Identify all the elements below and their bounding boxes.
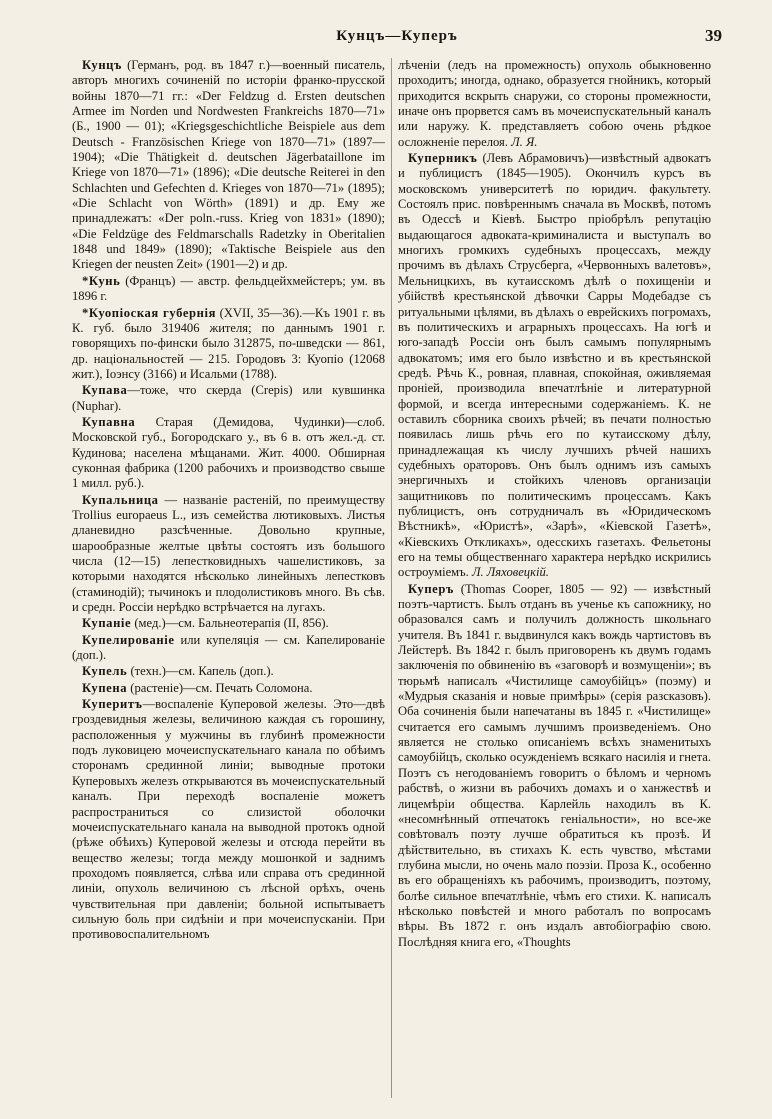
headword: *Куопіоская губернія [82,305,216,320]
left-column [72,58,385,1098]
entry-kupalnitsa [72,493,385,616]
entry-text: —тоже, что скерда (Crepis) или кувшинка (Nuphar). [72,383,385,413]
entry-text: —воспаленіе Куперовой железы. Это—двѣ гроздевидныя железы, величиною каждая съ горошину, расположенныя у мужчины въ глубинѣ промежности подъ луковицею мочеиспускательнаго канала по обѣимъ сторонамъ срединной линіи; выводные протоки Куперовыхъ железъ открываются въ мочеиспускательный каналъ. При переходѣ воспаленіе можетъ распространиться со слизистой оболочки мочеиспускательнаго канала на выводной протокъ одной (рѣже обѣихъ) Куперовой железы и отсюда перейти въ вещество железы; тогда между мошонкой и заднимъ проходомъ появляется, слѣва или справа отъ срединной линіи, опухоль величиною съ лѣсной орѣхъ, очень чувствительная при давленіи; больной испытываетъ сильную боль при сидѣніи и при мочеиспусканіи. При противовоспалительномъ [72,697,385,942]
entry-kupena [72,681,385,696]
entry-kuperit-continued [398,58,711,150]
headword: Куперъ [408,581,454,596]
headword: Купель [82,664,128,679]
column-divider [391,58,392,1098]
headword: Купелированіе [82,632,175,647]
entry-kupel [72,664,385,679]
headword: Купава [82,383,128,398]
entry-kuperit [72,697,385,943]
entry-text: (Германъ, род. въ 1847 г.)—военный писатель, авторъ многихъ сочиненій по исторіи франко-прусской войны 1870—71 гг.: «Der Feldzug d. Ersten deutschen Armee im Norden und Nordwesten Frankreichs 1870—71» (Б., 1900 — 01); «Kriegsgeschichtliche Beispiele aus dem Deutsch - Französischen Kriege von 1870—71» (1897—1904); «Die Thätigkeit d. deutschen Jägerbataillone im Kriege von 1870—71» (1896); «Die deutsche Reiterei in den Schlachten und Gefechten d. Krieges von 1870—71» (1895); «Die Schlacht von Wörth» (1891) и др. Ему же принадлежатъ: «Der poln.-russ. Krieg von 1831» (1890); «Die Feldzüge des Feldmarschalls Radetzky in Oberitalien 1848 und 1849» (1890); «Taktische Beispiele aus den Kriegen der neusten Zeit» (1901—2) и др. [72,58,385,272]
page-number: 39 [705,26,722,45]
entry-text: (XVII, 35—36).—Къ 1901 г. въ К. губ. было 319406 жителя; по даннымъ 1901 г. говорящихъ по-фински было 312875, по-шведски — 861, др. національностей — 215. Городовъ 3: Куопіо (12068 жит.), Іоэнсу (3166) и Исальми (1788). [72,305,385,381]
entry-text: Старая (Демидова, Чудинки)—слоб. Московской губ., Богородскаго у., въ 6 в. отъ жел.-д. ст. Кудинова; населена мѣщанами. Жит. 4000. Обширная суконная фабрика (1200 рабочихъ и производство свыше 1 милл. руб.). [72,414,385,491]
entry-kuopio-province [72,306,385,383]
entry-text: (Францъ) — австр. фельдцейхмейстеръ; ум. въ 1896 г. [72,273,385,304]
entry-kunts [72,58,385,273]
entry-kun [72,274,385,305]
entry-text: (Thomas Cooper, 1805 — 92) — извѣстный поэтъ-чартистъ. Былъ отданъ въ ученье къ сапожнику, но образовался самъ и получилъ должность школьнаго учителя. Въ 1841 г. выдвинулся какъ вождь чартистовъ въ Лейстерѣ. Въ 1842 г. былъ приговоренъ къ двумъ годамъ заключенія по обвиненію въ «заговорѣ и возмущеніи»; въ тюрьмѣ написалъ «Чистилище самоубійцъ» (поэму) и «Мудрыя сказанія и новые примѣры» (серія разсказовъ). Оба сочиненія были напечатаны въ 1845 г. «Чистилище» считается его самымъ лучшимъ произведеніемъ. Оно является не столько описаніемъ всѣхъ знаменитыхъ самоубійцъ, сколько осужденіемъ всякаго насилія и гнета. Поэтъ съ негодованіемъ говоритъ о бѣломъ и черномъ рабствѣ, о жизни въ рабочихъ домахъ и о ханжествѣ и лицемѣріи общества. Карлейль находилъ въ К. «несомнѣнный отпечатокъ геніальности», но все-же совѣтовалъ поэту лучше обратиться къ прозѣ. И дѣйствительно, въ стихахъ К. есть чувство, мѣстами глубина мысли, но очень мало поэзіи. Проза К., особенно въ его обращеніяхъ къ рабочимъ, производитъ, поэтому, болѣе сильное впечатлѣніе, чѣмъ его стихи. К. написалъ нѣсколько повѣстей и много работалъ по вопросамъ вѣры. Въ 1872 г. онъ издалъ автобіографію свою. Послѣдняя книга его, «Thoughts [398,581,711,949]
headword: Купальница [82,492,159,507]
entry-text: (мед.)—см. Бальнеотерапія (II, 856). [131,616,329,631]
headword: Куперникъ [408,151,478,166]
headword: Кунцъ [82,58,122,72]
page-header [72,24,722,54]
entry-text: или купеляція — см. Капелированіе (доп.). [72,632,385,663]
entry-kuper [398,582,711,950]
entry-text: (Левъ Абрамовичъ)—извѣстный адвокатъ и публицистъ (1845—1905). Окончилъ курсъ въ московскомъ университетѣ по юридич. факультету. Состоялъ прис. повѣреннымъ сначала въ Москвѣ, потомъ въ Одессѣ и Кіевѣ. Быстро пріобрѣлъ репутацію выдающагося адвоката-криминалиста и выступалъ во многихъ громкихъ судебныхъ процессахъ, между прочимъ въ дѣлахъ Струсберга, «Червонныхъ валетовъ», Мельницкихъ, въ кутаисскомъ дѣлѣ о похищеніи и убійствѣ крестьянской дѣвочки Сарры Модебадзе съ ритуальными цѣлями, въ дѣлахъ о еврейскихъ погромахъ, въ политическихъ и аграрныхъ процессахъ. На югѣ и юго-западѣ Россіи онъ былъ самымъ популярнымъ адвокатомъ; имя его было извѣстно и въ крестьянской средѣ. Рѣчь К., ровная, плавная, спокойная, оживляемая проніей, производила впечатлѣніе и литературной формой, и всегда интересными содержаніемъ. К. не оставилъ сборника своихъ рѣчей; въ печати полностью появилась лишь рѣчь его по кутаисскому дѣлу, принадлежащая къ числу лучшихъ рѣчей нашихъ судебныхъ ораторовъ. Онъ былъ однимъ изъ самыхъ энергичныхъ и стойкихъ членовъ организаціи защитниковъ по политическимъ процессамъ. Какъ публицистъ, онъ сотрудничалъ въ «Юридическомъ Вѣстникѣ», «Юристѣ», «Зарѣ», «Кіевской Газетѣ», «Кіевскихъ Откликахъ», одесскихъ газетахъ. Фельетоны его на темы общественнаго характера нерѣдко искрились остроуміемъ. [398,151,711,580]
entry-kupernik [398,151,711,581]
author-signature: Л. Ляховецкій. [471,565,549,580]
right-column [398,58,711,1098]
entry-text: — названіе растеній, по преимуществу Trollius europaeus L., изъ семейства лютиковыхъ. Листья дланевидно разсѣченные. Довольно крупные, шарообразные желтые цвѣты состоятъ изъ большого числа (12—15) лепестковидныхъ чашелистиковъ, за которыми находятся нѣсколько линейныхъ лепестковъ (стаминодій); тычинокъ и плодолистиковъ много. Въ сѣв. и средн. Россіи нерѣдко встрѣчается на лугахъ. [72,492,385,615]
entry-text: (техн.)—см. Капель (доп.). [127,664,274,679]
headword: *Кунь [82,273,121,288]
entry-kupelirovanie [72,633,385,664]
running-head: Кунцъ—Куперъ [336,28,458,44]
headword: Купена [82,680,128,695]
entry-kupava [72,383,385,414]
headword: Купавна [82,414,136,429]
entry-text: (растеніе)—см. Печать Соломона. [127,680,313,695]
author-signature: Л. Я. [511,134,538,149]
entry-kupavna [72,415,385,492]
headword: Купаніе [82,616,132,631]
headword: Куперитъ [82,697,143,712]
entry-text: лѣченіи (ледъ на промежность) опухоль обыкновенно проходитъ; иногда, однако, образуется гнойникъ, который приходится вскрыть снаружи, со стороны промежности, иначе онъ прорвется самъ въ мочеиспускательный каналъ или наружу. К. представляетъ собою очень рѣдкое осложненіе перелоя. [398,58,711,149]
entry-kupanie [72,616,385,631]
